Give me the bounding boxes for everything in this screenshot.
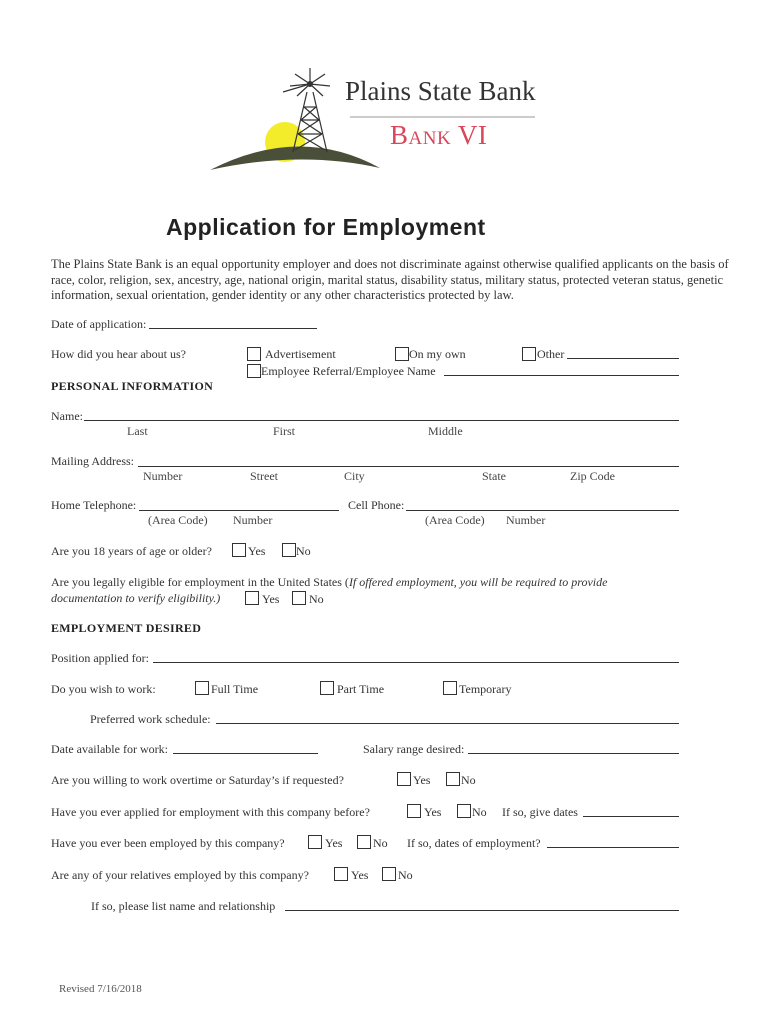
eligible-no-checkbox[interactable] — [292, 591, 306, 605]
full-time-checkbox[interactable] — [195, 681, 209, 695]
home-area-code-caption: (Area Code) — [148, 513, 208, 527]
cell-phone-label: Cell Phone: — [348, 498, 405, 512]
wish-to-work-label: Do you wish to work: — [51, 682, 156, 696]
relatives-no-checkbox[interactable] — [382, 867, 396, 881]
referral-checkbox[interactable] — [247, 364, 261, 378]
other-field[interactable] — [567, 358, 679, 359]
employed-dates-label: If so, dates of employment? — [407, 836, 541, 850]
eligible-note-line2: documentation to verify eligibility.) — [51, 591, 221, 605]
cell-number-caption: Number — [506, 513, 546, 527]
overtime-question: Are you willing to work overtime or Saturday’s if requested? — [51, 773, 344, 787]
overtime-yes-label: Yes — [413, 773, 431, 787]
applied-yes-checkbox[interactable] — [407, 804, 421, 818]
full-time-label: Full Time — [211, 682, 259, 696]
advertisement-checkbox[interactable] — [247, 347, 261, 361]
name-middle-caption: Middle — [428, 424, 463, 438]
home-number-caption: Number — [233, 513, 273, 527]
revision-date: Revised 7/16/2018 — [59, 983, 142, 995]
part-time-checkbox[interactable] — [320, 681, 334, 695]
other-checkbox[interactable] — [522, 347, 536, 361]
overtime-no-label: No — [461, 773, 476, 787]
applied-dates-label: If so, give dates — [502, 805, 578, 819]
relatives-yes-checkbox[interactable] — [334, 867, 348, 881]
relatives-no-label: No — [398, 868, 413, 882]
mail-number-caption: Number — [143, 469, 183, 483]
mail-city-caption: City — [344, 469, 365, 483]
home-telephone-field[interactable] — [139, 510, 339, 511]
employed-yes-label: Yes — [325, 836, 343, 850]
schedule-field[interactable] — [216, 723, 679, 724]
eligible-no-label: No — [309, 592, 324, 606]
eligible-question — [51, 575, 607, 590]
hill-icon — [210, 146, 380, 170]
position-label: Position applied for: — [51, 651, 149, 665]
date-of-application-label: Date of application: — [51, 317, 147, 331]
mail-state-caption: State — [482, 469, 506, 483]
age-yes-checkbox[interactable] — [232, 543, 246, 557]
mail-zip-caption: Zip Code — [570, 469, 615, 483]
cell-area-code-caption: (Area Code) — [425, 513, 485, 527]
name-label: Name: — [51, 409, 83, 423]
referral-label: Employee Referral/Employee Name — [261, 364, 436, 378]
relatives-list-field[interactable] — [285, 910, 679, 911]
overtime-yes-checkbox[interactable] — [397, 772, 411, 786]
eligible-yes-checkbox[interactable] — [245, 591, 259, 605]
temporary-label: Temporary — [459, 682, 512, 696]
overtime-no-checkbox[interactable] — [446, 772, 460, 786]
eligible-note-line1: If offered employment, you will be required to provide — [348, 575, 608, 589]
on-my-own-checkbox[interactable] — [395, 347, 409, 361]
age-no-checkbox[interactable] — [282, 543, 296, 557]
mailing-address-label: Mailing Address: — [51, 454, 134, 468]
name-first-caption: First — [273, 424, 296, 438]
part-time-label: Part Time — [337, 682, 385, 696]
cell-phone-field[interactable] — [406, 510, 679, 511]
employed-question: Have you ever been employed by this company? — [51, 836, 285, 850]
employed-dates-field[interactable] — [547, 847, 679, 848]
bank-subname: Bank VI — [390, 120, 488, 150]
salary-label: Salary range desired: — [363, 742, 465, 756]
date-of-application-field[interactable] — [149, 328, 317, 329]
temporary-checkbox[interactable] — [443, 681, 457, 695]
applied-yes-label: Yes — [424, 805, 442, 819]
age-no-label: No — [296, 544, 311, 558]
relatives-question: Are any of your relatives employed by this company? — [51, 868, 309, 882]
name-field[interactable] — [84, 420, 679, 421]
date-available-label: Date available for work: — [51, 742, 168, 756]
mail-street-caption: Street — [250, 469, 278, 483]
personal-info-heading: PERSONAL INFORMATION — [51, 379, 214, 393]
other-label: Other — [537, 347, 565, 361]
date-available-field[interactable] — [173, 753, 318, 754]
employed-yes-checkbox[interactable] — [308, 835, 322, 849]
eligible-yes-label: Yes — [262, 592, 280, 606]
relatives-yes-label: Yes — [351, 868, 369, 882]
employed-no-checkbox[interactable] — [357, 835, 371, 849]
bank-logo — [205, 62, 565, 177]
intro-paragraph: The Plains State Bank is an equal opportunity employer and does not discriminate against otherwise qualified applicants on the basis of race, color, religion, sex, ancestry, age, national origin, marital status, disability status, military status, protected veteran status, genetic information, sexual orientation, gender identity or any other characteristics protected by law. — [51, 257, 729, 302]
relatives-list-label: If so, please list name and relationship — [91, 899, 276, 913]
eligible-question-text: Are you legally eligible for employment in the United States ( — [51, 575, 349, 589]
position-field[interactable] — [153, 662, 679, 663]
mailing-address-field[interactable] — [138, 466, 679, 467]
name-last-caption: Last — [127, 424, 148, 438]
age-question: Are you 18 years of age or older? — [51, 544, 212, 558]
on-my-own-label: On my own — [409, 347, 466, 361]
age-yes-label: Yes — [248, 544, 266, 558]
applied-no-checkbox[interactable] — [457, 804, 471, 818]
bank-name: Plains State Bank — [345, 76, 536, 106]
page-title: Application for Employment — [166, 214, 486, 240]
applied-dates-field[interactable] — [583, 816, 679, 817]
schedule-label: Preferred work schedule: — [90, 712, 211, 726]
referral-name-field[interactable] — [444, 375, 679, 376]
hear-about-label: How did you hear about us? — [51, 347, 186, 361]
employment-desired-heading: EMPLOYMENT DESIRED — [51, 621, 202, 635]
home-telephone-label: Home Telephone: — [51, 498, 137, 512]
advertisement-label: Advertisement — [265, 347, 336, 361]
applied-no-label: No — [472, 805, 487, 819]
employed-no-label: No — [373, 836, 388, 850]
salary-field[interactable] — [468, 753, 679, 754]
applied-question: Have you ever applied for employment with this company before? — [51, 805, 370, 819]
